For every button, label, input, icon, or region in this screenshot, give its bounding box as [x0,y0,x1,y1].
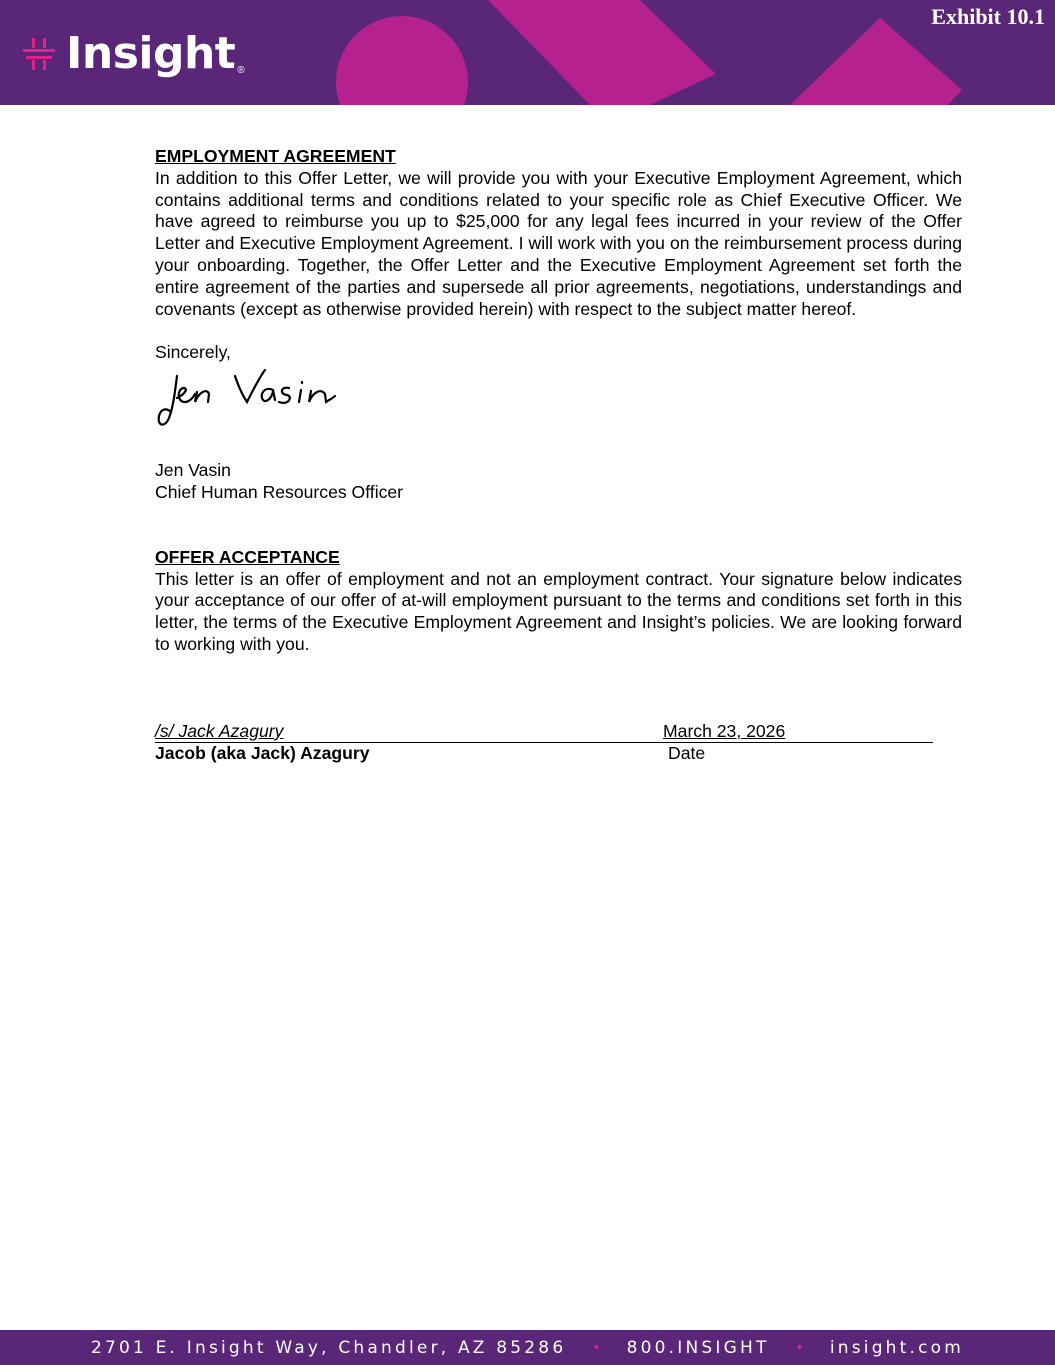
insight-logo [22,26,245,82]
signer-name: Jen Vasin [155,460,231,481]
offer-acceptance-paragraph: This letter is an offer of employment and not an employment contract. Your signature below indicates your acceptance of our offer of at-will employment pursuant to the terms and conditions set forth in this letter, the terms of the Executive Employment Agreement and Insight’s policies. We are looking forward to working with you. [155,568,962,654]
footer-separator: • [795,1339,804,1356]
footer-phone: 800.INSIGHT [626,1337,770,1358]
offer-acceptance-heading: OFFER ACCEPTANCE [155,546,340,567]
signatory-name: Jacob (aka Jack) Azagury [155,742,370,763]
typed-signature: /s/ Jack Azagury [155,720,284,741]
signer-title: Chief Human Resources Officer [155,481,404,502]
letterhead-banner [0,0,1055,105]
date-line [663,721,933,743]
letterhead-footer [0,1330,1055,1365]
exhibit-label: Exhibit 10.1 [931,4,1045,29]
logo-text: Insight [66,28,236,79]
sincerely-closing: Sincerely, [155,342,231,363]
date-label: Date [668,742,706,763]
insight-logo-mark-icon [22,34,56,74]
signature-line [155,721,663,743]
letter-body [155,146,962,771]
handwritten-signature [155,364,345,436]
employment-agreement-paragraph: In addition to this Offer Letter, we will provide you with your Executive Employment Agreement, which contains additional terms and conditions related to your specific role as Chief Executive Officer. We have agreed to reimburse you up to $25,000 for any legal fees incurred in your review of the Offer Letter and Executive Employment Agreement. I will work with you on the reimbursement process during your onboarding. Together, the Offer Letter and the Executive Employment Agreement set forth the entire agreement of the parties and supersede all prior agreements, negotiations, understandings and covenants (except as otherwise provided herein) with respect to the subject matter hereof. [155,167,962,319]
footer-separator: • [592,1339,601,1356]
signature-date: March 23, 2026 [663,720,786,741]
footer-address: 2701 E. Insight Way, Chandler, AZ 85286 [90,1337,567,1358]
logo-registered-mark: ® [237,65,245,76]
footer-website: insight.com [829,1337,965,1358]
employment-agreement-heading: EMPLOYMENT AGREEMENT [155,146,396,166]
acceptance-signature-block [155,721,962,771]
